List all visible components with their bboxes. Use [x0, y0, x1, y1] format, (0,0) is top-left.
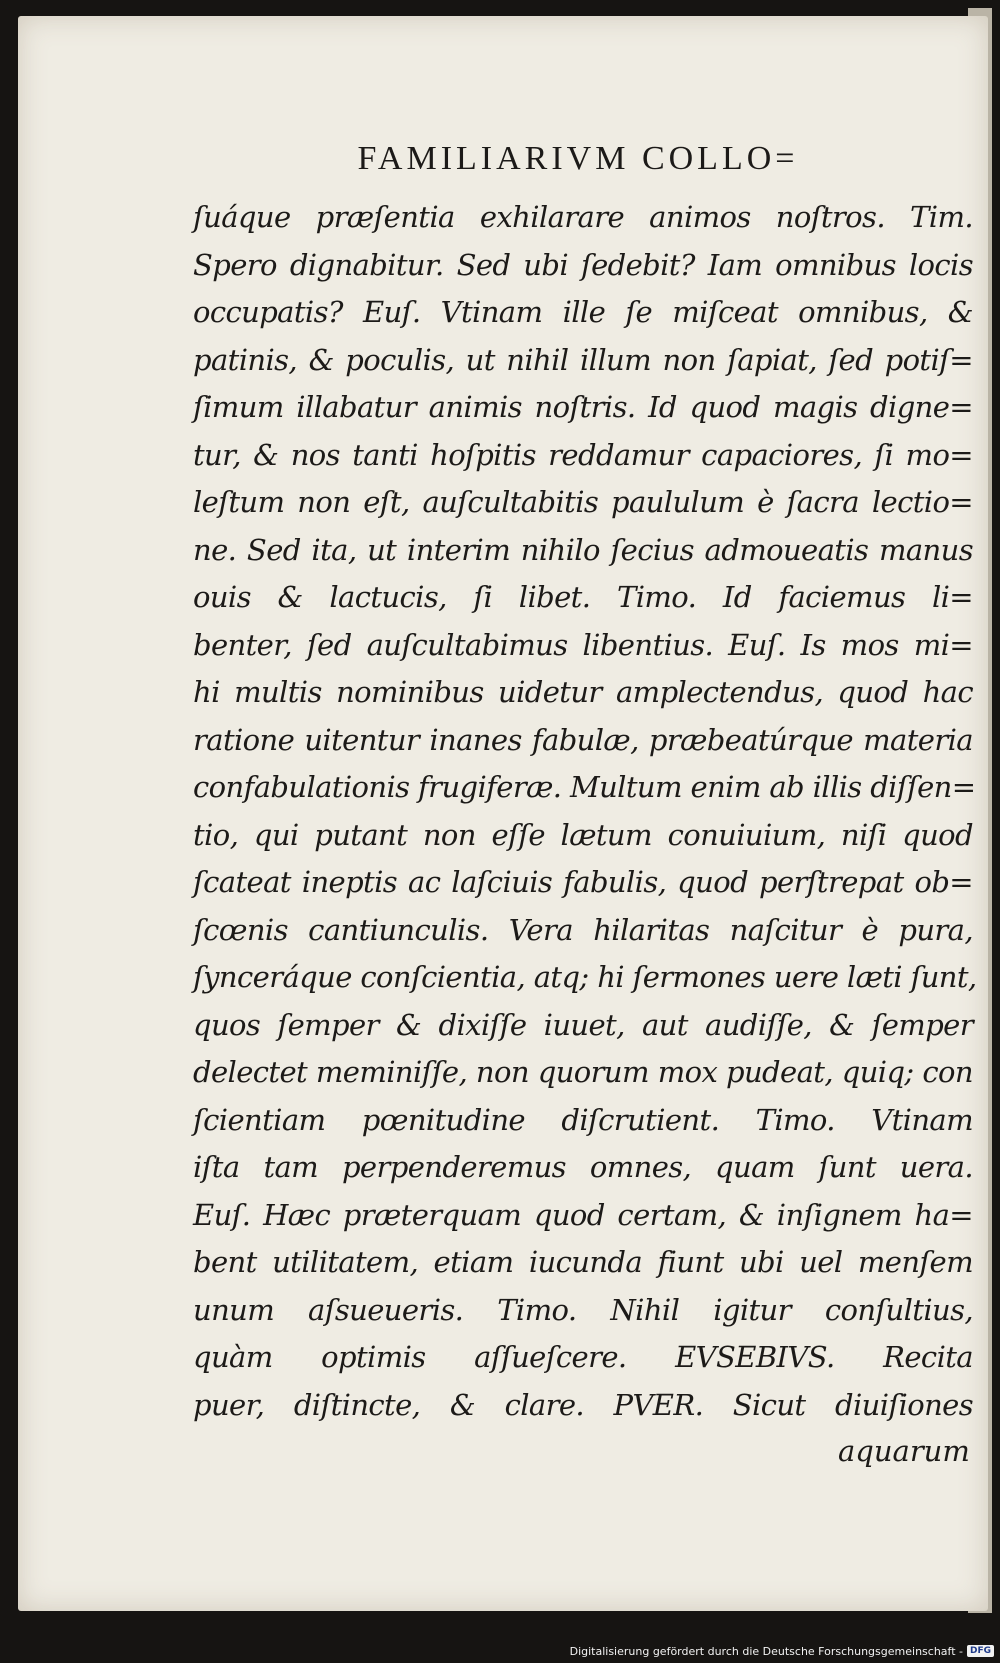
text-line: ſcateat ineptis ac laſciuis fabulis, quod perſtrepat ob=	[193, 865, 973, 899]
text-line: patinis, & poculis, ut nihil illum non ſapiat, ſed potiſ=	[193, 342, 973, 377]
text-line: quos ſemper & dixiſſe iuuet, aut audiſſe, & ſemper	[193, 1007, 973, 1042]
text-line: puer, diſtincte, & clare. PVER. Sicut diuiſiones	[193, 1387, 973, 1422]
text-line: ratione uitentur inanes fabulæ, præbeatúrque materia	[193, 722, 973, 757]
body-text	[193, 194, 977, 1429]
text-line: confabulationis frugiferæ. Multum enim ab illis diſſen=	[193, 770, 976, 804]
text-line: leſtum non eſt, auſcultabitis paululum è ſacra lectio=	[193, 485, 973, 519]
text-line: iſta tam perpenderemus omnes, quam ſunt uera.	[193, 1150, 973, 1184]
text-line: ouis & lactucis, ſi libet. Timo. Id faciemus li=	[193, 580, 973, 614]
text-line: Euſ. Hæc præterquam quod certam, & inſignem ha=	[193, 1197, 973, 1232]
text-line: tio, qui putant non eſſe lætum conuiuium, niſi quod	[193, 817, 973, 852]
text-line: ſcœnis cantiunculis. Vera hilaritas naſcitur è pura,	[193, 912, 973, 947]
text-line: quàm optimis aſſueſcere. EVSEBIVS. Recita	[193, 1340, 973, 1374]
text-line: benter, ſed auſcultabimus libentius. Euſ. Is mos mi=	[193, 627, 973, 662]
text-line: ſuáque præſentia exhilarare animos noſtros. Tim.	[193, 200, 973, 234]
digitization-credit	[570, 1642, 994, 1660]
text-line: bent utilitatem, etiam iucunda fiunt ubi uel menſem	[193, 1245, 973, 1279]
catchword: aquarum	[838, 1434, 970, 1468]
credit-text: Digitalisierung gefördert durch die Deutsche Forschungsgemeinschaft -	[569, 1644, 963, 1658]
book-page	[18, 16, 988, 1611]
running-title: FAMILIARIVM COLLO=	[357, 140, 799, 177]
text-line: occupatis? Euſ. Vtinam ille ſe miſceat omnibus, &	[193, 295, 973, 329]
text-line: ſimum illabatur animis noſtris. Id quod magis digne=	[193, 390, 973, 424]
text-line: hi multis nominibus uidetur amplectendus, quod hac	[193, 675, 973, 709]
text-line: tur, & nos tanti hoſpitis reddamur capaciores, ſi mo=	[193, 437, 973, 472]
text-line: ſcientiam pœnitudine diſcrutient. Timo. Vtinam	[193, 1102, 973, 1137]
text-line: ſynceráque conſcientia, atq; hi ſermones uere læti ſunt,	[193, 960, 977, 994]
text-line: delectet meminiſſe, non quorum mox pudeat, quiq; con	[193, 1055, 973, 1089]
text-line: Spero dignabitur. Sed ubi ſedebit? Iam omnibus locis	[193, 247, 973, 282]
dfg-logo: DFG	[967, 1645, 994, 1657]
text-line: ne. Sed ita, ut interim nihilo ſecius admoueatis manus	[193, 532, 973, 567]
text-line: unum aſsueueris. Timo. Nihil igitur conſultius,	[193, 1292, 973, 1327]
